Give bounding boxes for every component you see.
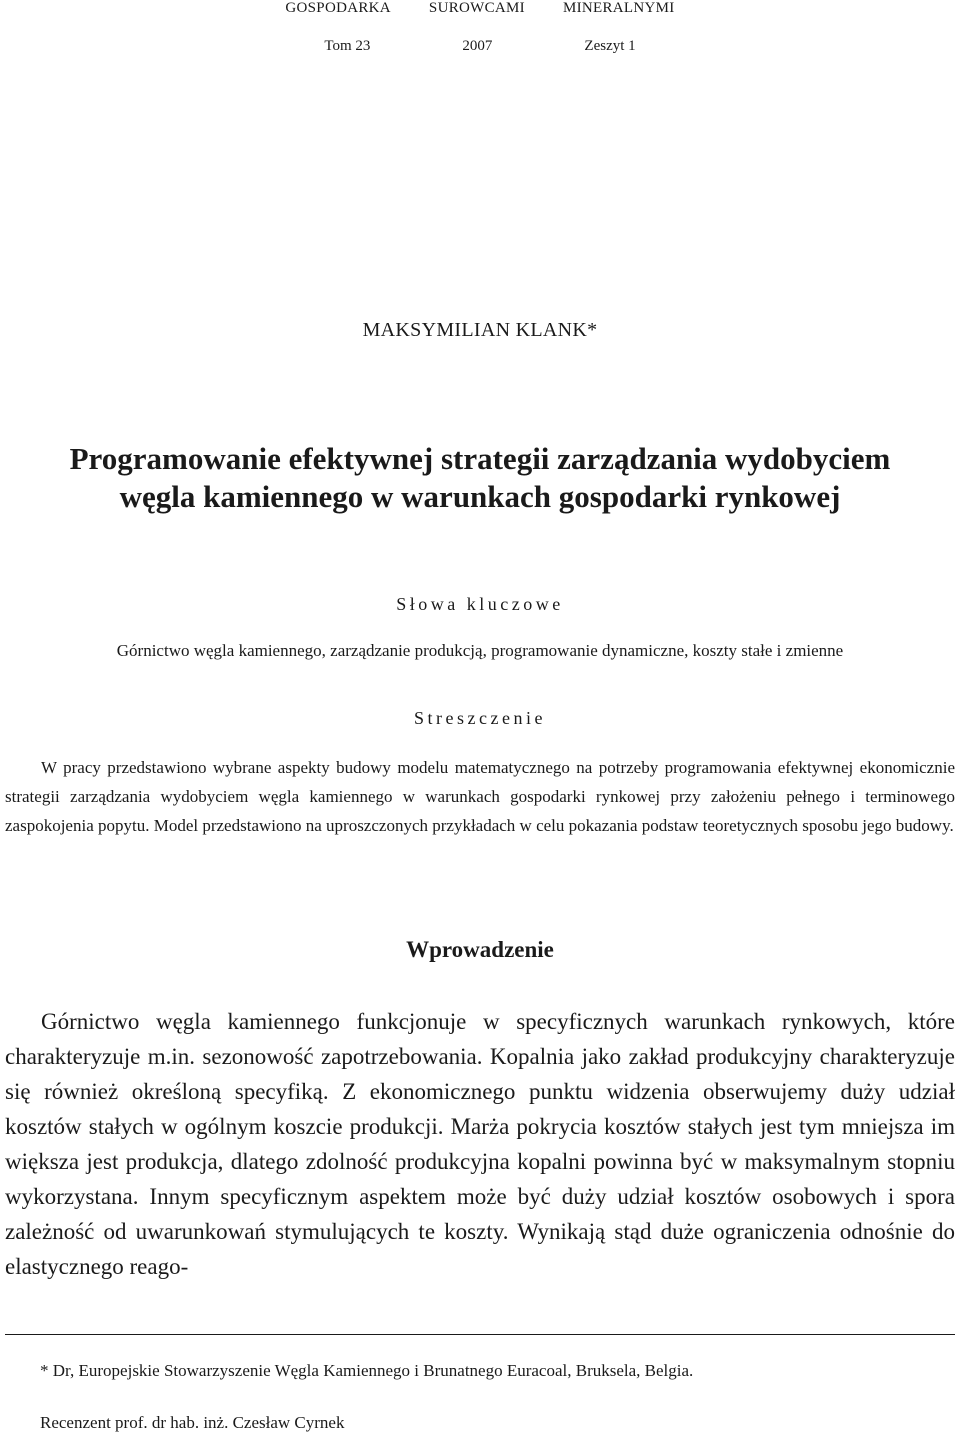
keywords-text: Górnictwo węgla kamiennego, zarządzanie produkcją, programowanie dynamiczne, koszty stałe i zmienne bbox=[116, 641, 844, 660]
running-head-word-3: MINERALNYMI bbox=[562, 0, 675, 16]
abstract-heading: Streszczenie bbox=[414, 708, 546, 728]
running-head-word-1: GOSPODARKA bbox=[285, 0, 391, 16]
reviewer-note: Recenzent prof. dr hab. inż. Czesław Cyrnek bbox=[40, 1413, 345, 1432]
paper-title-line-1: Programowanie efektywnej strategii zarządzania wydobyciem bbox=[69, 441, 891, 476]
running-head-word-2: SUROWCAMI bbox=[428, 0, 525, 16]
abstract-paragraph: W pracy przedstawiono wybrane aspekty budowy modelu matematycznego na potrzeby programowania efektywnej ekonomicznie strategii zarządzania wydobyciem węgla kamiennego w warunkach gospodarki rynkowej przy założeniu pełnego i terminowego zaspokojenia popytu. Model przedstawiono na uproszczonych przykładach w celu pokazania podstaw teoretycznych sposobu jego budowy. bbox=[5, 758, 955, 835]
author-name: MAKSYMILIAN KLANK* bbox=[362, 319, 598, 341]
running-head bbox=[0, 0, 960, 20]
footnote-divider bbox=[5, 1334, 955, 1335]
paper-title bbox=[0, 440, 960, 516]
introduction-body bbox=[5, 1004, 955, 1284]
issue-year: 2007 bbox=[462, 38, 493, 54]
paper-title-line-2: węgla kamiennego w warunkach gospodarki rynkowej bbox=[119, 479, 841, 514]
issue-number: Zeszyt 1 bbox=[584, 38, 636, 54]
abstract-body bbox=[5, 753, 955, 840]
issue-line bbox=[0, 38, 960, 55]
section-heading-introduction: Wprowadzenie bbox=[406, 937, 554, 962]
author-footnote: * Dr, Europejskie Stowarzyszenie Węgla Kamiennego i Brunatnego Euracoal, Bruksela, Belgia. bbox=[40, 1361, 694, 1380]
issue-volume: Tom 23 bbox=[324, 38, 371, 54]
keywords-heading: Słowa kluczowe bbox=[396, 594, 564, 614]
introduction-paragraph: Górnictwo węgla kamiennego funkcjonuje w specyficznych warunkach rynkowych, które charakteryzuje m.in. sezonowość zapotrzebowania. Kopalnia jako zakład produkcyjny charakteryzuje się również określoną specyfiką. Z ekonomicznego punktu widzenia obserwujemy duży udział kosztów stałych w ogólnym koszcie produkcji. Marża pokrycia kosztów stałych jest tym mniejsza im większa jest produkcja, dlatego zdolność produkcyjna kopalni powinna być w maksymalnym stopniu wykorzystana. Innym specyficznym aspektem może być duży udział kosztów osobowych i spora zależność od uwarunkowań stymulujących te koszty. Wynikają stąd duże ograniczenia odnośnie do elastycznego reago- bbox=[5, 1009, 955, 1279]
